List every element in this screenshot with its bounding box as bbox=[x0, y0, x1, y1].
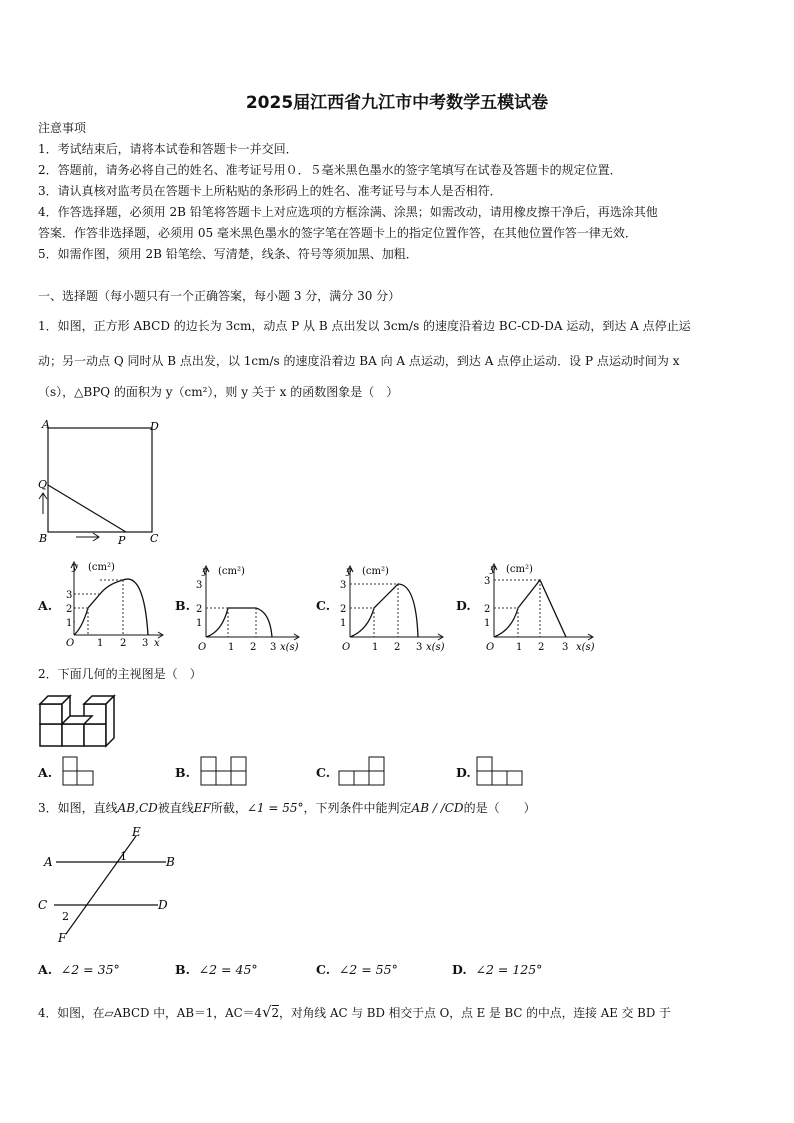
question-1-line: 1．如图，正方形 ABCD 的边长为 3cm，动点 P 从 B 点出发以 3cm/s 的速度沿着边 BC-CD-DA 运动，到达 A 点停止运 bbox=[38, 319, 691, 333]
square-figure bbox=[34, 418, 164, 548]
svg-text:y: y bbox=[72, 562, 78, 573]
svg-text:B: B bbox=[166, 855, 175, 869]
svg-text:3: 3 bbox=[270, 642, 277, 653]
label-a: A bbox=[42, 418, 50, 431]
option-d-label[interactable]: D. bbox=[456, 598, 471, 613]
svg-text:1: 1 bbox=[516, 642, 523, 653]
svg-text:C: C bbox=[38, 898, 48, 912]
svg-text:3: 3 bbox=[562, 642, 569, 653]
svg-text:y: y bbox=[490, 564, 496, 575]
option-a-label[interactable]: A. bbox=[38, 598, 53, 613]
svg-text:2: 2 bbox=[538, 642, 545, 653]
svg-text:E: E bbox=[132, 825, 141, 839]
svg-text:O: O bbox=[342, 642, 351, 653]
notice-item: 3．请认真核对监考员在答题卡上所粘贴的条形码上的姓名、准考证号与本人是否相符． bbox=[38, 184, 502, 198]
segment-qp bbox=[48, 485, 126, 532]
svg-text:x: x bbox=[154, 638, 160, 649]
svg-text:2: 2 bbox=[250, 642, 257, 653]
question-1-line: 动；另一动点 Q 同时从 B 点出发，以 1cm/s 的速度沿着边 BA 向 A 点运动，到达 A 点停止运动．设 P 点运动时间为 x bbox=[38, 354, 680, 368]
svg-text:1: 1 bbox=[97, 638, 104, 649]
svg-text:2: 2 bbox=[62, 910, 69, 923]
svg-text:1: 1 bbox=[228, 642, 235, 653]
notice-item: 5．如需作图，须用 2B 铅笔绘、写清楚，线条、符号等须加黑、加粗． bbox=[38, 247, 418, 261]
svg-text:3: 3 bbox=[196, 580, 203, 591]
question-3-stem: 3．如图，直线AB,CD被直线EF所截，∠1 = 55°，下列条件中能判定AB / /CD的是（ ） bbox=[38, 801, 536, 815]
page-title: 2025届江西省九江市中考数学五模试卷 bbox=[245, 93, 549, 113]
view-option-c[interactable] bbox=[338, 755, 388, 789]
svg-text:3: 3 bbox=[340, 580, 347, 591]
svg-text:2: 2 bbox=[120, 638, 127, 649]
svg-text:y: y bbox=[202, 566, 208, 577]
svg-text:2: 2 bbox=[196, 604, 203, 615]
svg-text:O: O bbox=[486, 642, 495, 653]
notice-heading: 注意事项 bbox=[38, 121, 87, 135]
svg-text:(cm²): (cm²) bbox=[506, 564, 533, 575]
graph-option-c[interactable] bbox=[336, 562, 448, 654]
svg-text:1: 1 bbox=[372, 642, 379, 653]
svg-text:3: 3 bbox=[416, 642, 423, 653]
question-1-line: （s），△BPQ 的面积为 y（cm²），则 y 关于 x 的函数图象是（ ） bbox=[38, 385, 399, 399]
svg-text:1: 1 bbox=[120, 850, 127, 863]
graph-option-d[interactable] bbox=[480, 560, 598, 654]
option-c-label[interactable]: C. bbox=[316, 598, 331, 613]
q3-option-c[interactable]: C. ∠2 = 55° bbox=[316, 962, 398, 977]
svg-text:x(s): x(s) bbox=[426, 642, 445, 653]
curve-a bbox=[74, 579, 148, 635]
option-b-label[interactable]: B. bbox=[175, 598, 190, 613]
svg-text:(cm²): (cm²) bbox=[88, 562, 115, 573]
label-c: C bbox=[150, 532, 159, 545]
svg-text:F: F bbox=[58, 931, 67, 945]
notice-item: 1．考试结束后，请将本试卷和答题卡一并交回． bbox=[38, 142, 298, 156]
svg-text:3: 3 bbox=[484, 576, 491, 587]
notice-item: 答案．作答非选择题，必须用 05 毫米黑色墨水的签字笔在答题卡上的指定位置作答，在其他位置作答一律无效． bbox=[38, 226, 637, 240]
option-a-label[interactable]: A. bbox=[38, 765, 53, 780]
option-c-label[interactable]: C. bbox=[316, 765, 331, 780]
option-d-label[interactable]: D. bbox=[456, 765, 471, 780]
svg-text:D: D bbox=[158, 898, 168, 912]
question-4-stem: 4．如图，在▱ABCD 中，AB＝1，AC＝4√2，对角线 AC 与 BD 相交于点 O，点 E 是 BC 的中点，连接 AE 交 BD 于 bbox=[38, 1003, 671, 1021]
notice-item: 4．作答选择题，必须用 2B 铅笔将答题卡上对应选项的方框涂满、涂黑；如需改动，请用橡皮擦干净后，再选涂其他 bbox=[38, 205, 658, 219]
label-q: Q bbox=[38, 478, 48, 491]
view-option-b[interactable] bbox=[200, 755, 250, 789]
svg-text:(cm²): (cm²) bbox=[218, 566, 245, 577]
notice-item: 2．答题前，请务必将自己的姓名、准考证号用０．５毫米黑色墨水的签字笔填写在试卷及答题卡的规定位置． bbox=[38, 163, 622, 177]
svg-text:3: 3 bbox=[66, 590, 73, 601]
label-p: P bbox=[118, 534, 126, 547]
svg-text:2: 2 bbox=[484, 604, 491, 615]
svg-text:x(s): x(s) bbox=[576, 642, 595, 653]
graph-option-b[interactable] bbox=[192, 562, 304, 654]
svg-text:O: O bbox=[66, 638, 75, 649]
question-2-stem: 2．下面几何的主视图是（ ） bbox=[38, 667, 202, 681]
cube-solid-figure bbox=[38, 692, 120, 750]
view-option-d[interactable] bbox=[476, 755, 526, 789]
svg-text:1: 1 bbox=[66, 618, 73, 629]
svg-text:O: O bbox=[198, 642, 207, 653]
q3-option-a[interactable]: A. ∠2 = 35° bbox=[38, 962, 120, 977]
svg-text:(cm²): (cm²) bbox=[362, 566, 389, 577]
svg-text:x(s): x(s) bbox=[280, 642, 299, 653]
parallel-lines-figure bbox=[36, 822, 186, 948]
q3-option-b[interactable]: B. ∠2 = 45° bbox=[175, 962, 258, 977]
svg-text:A: A bbox=[44, 855, 53, 869]
svg-text:2: 2 bbox=[394, 642, 401, 653]
view-option-a[interactable] bbox=[62, 755, 98, 789]
q3-option-d[interactable]: D. ∠2 = 125° bbox=[452, 962, 543, 977]
option-b-label[interactable]: B. bbox=[175, 765, 190, 780]
label-b: B bbox=[39, 532, 48, 545]
svg-text:2: 2 bbox=[340, 604, 347, 615]
svg-text:y: y bbox=[346, 566, 352, 577]
svg-text:2: 2 bbox=[66, 604, 73, 615]
section-heading: 一、选择题（每小题只有一个正确答案，每小题 3 分，满分 30 分） bbox=[38, 289, 401, 303]
svg-text:3: 3 bbox=[142, 638, 149, 649]
svg-text:1: 1 bbox=[196, 618, 203, 629]
label-d: D bbox=[150, 420, 159, 433]
graph-option-a[interactable] bbox=[60, 558, 168, 650]
svg-text:1: 1 bbox=[340, 618, 347, 629]
svg-text:1: 1 bbox=[484, 618, 491, 629]
